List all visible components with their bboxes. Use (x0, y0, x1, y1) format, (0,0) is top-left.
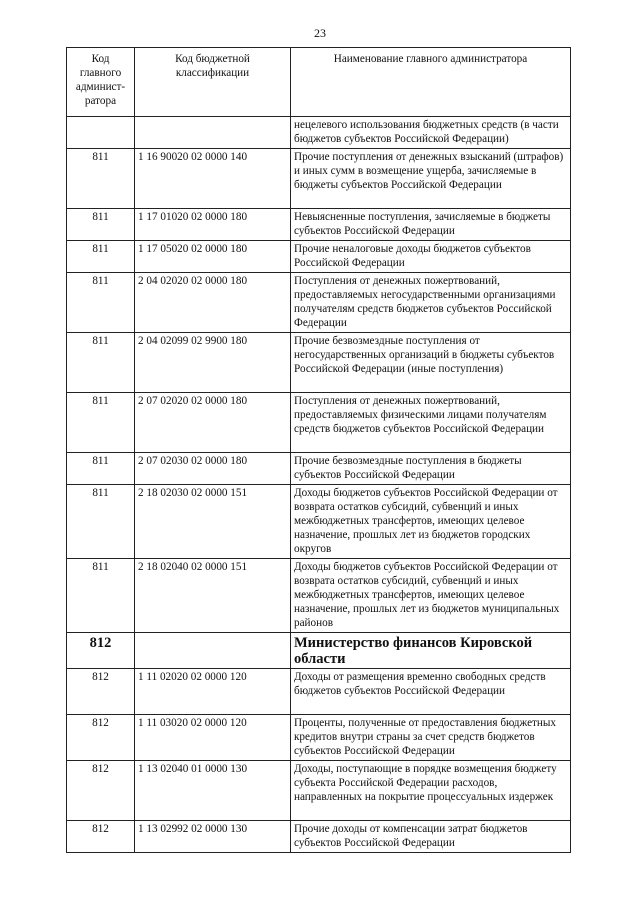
admin-name-cell: Проценты, полученные от предоставления бюджетных кредитов внутри страны за счет средств бюджетов субъектов Российской Федерации (291, 715, 571, 761)
budget-code-cell: 2 18 02030 02 0000 151 (135, 485, 291, 559)
admin-name-cell: Прочие доходы от компенсации затрат бюджетов субъектов Российской Федерации (291, 821, 571, 853)
table-row (67, 117, 571, 149)
admin-name-cell: Прочие неналоговые доходы бюджетов субъектов Российской Федерации (291, 241, 571, 273)
budget-code-cell: 2 18 02040 02 0000 151 (135, 559, 291, 633)
header-admin-code: Код главного админист-ратора (67, 48, 135, 117)
budget-code-cell: 2 07 02020 02 0000 180 (135, 393, 291, 453)
budget-code-cell: 1 17 05020 02 0000 180 (135, 241, 291, 273)
admin-name-cell: Прочие безвозмездные поступления в бюджеты субъектов Российской Федерации (291, 453, 571, 485)
budget-code-cell: 1 11 02020 02 0000 120 (135, 669, 291, 715)
admin-name-cell: Прочие поступления от денежных взысканий (штрафов) и иных сумм в возмещение ущерба, зачисляемые в бюджеты субъектов Российской Федерации (291, 149, 571, 209)
table-row (67, 273, 571, 333)
admin-name-cell: Поступления от денежных пожертвований, предоставляемых физическими лицами получателям средств бюджетов субъектов Российской Федерации (291, 393, 571, 453)
budget-code-cell: 1 13 02040 01 0000 130 (135, 761, 291, 821)
admin-code-cell: 811 (67, 241, 135, 273)
admin-name-cell: Доходы, поступающие в порядке возмещения бюджету субъекта Российской Федерации расходов, направленных на покрытие процессуальных издержек (291, 761, 571, 821)
admin-code-cell: 811 (67, 485, 135, 559)
table-row (67, 149, 571, 209)
header-budget-code: Код бюджетной классификации (135, 48, 291, 117)
budget-code-cell: 1 17 01020 02 0000 180 (135, 209, 291, 241)
table-row (67, 669, 571, 715)
admin-code-cell: 811 (67, 149, 135, 209)
admin-code-cell: 811 (67, 393, 135, 453)
budget-code-cell (135, 633, 291, 669)
admin-name-cell: Доходы бюджетов субъектов Российской Федерации от возврата остатков субсидий, субвенций и иных межбюджетных трансфертов, имеющих целевое назначение, прошлых лет из бюджетов муниципальных районов (291, 559, 571, 633)
admin-code-cell: 811 (67, 333, 135, 393)
admin-name-cell: Министерство финансов Кировской области (291, 633, 571, 669)
budget-code-cell: 1 13 02992 02 0000 130 (135, 821, 291, 853)
admin-code-cell: 811 (67, 209, 135, 241)
budget-code-cell: 1 16 90020 02 0000 140 (135, 149, 291, 209)
table-row (67, 453, 571, 485)
table-body (67, 117, 571, 853)
budget-code-cell: 2 04 02020 02 0000 180 (135, 273, 291, 333)
table-row (67, 485, 571, 559)
table-row (67, 559, 571, 633)
page-number: 23 (314, 26, 326, 40)
admin-code-cell: 811 (67, 559, 135, 633)
table-row (67, 209, 571, 241)
table-row (67, 715, 571, 761)
admin-code-cell: 812 (67, 821, 135, 853)
admin-name-cell: Невыясненные поступления, зачисляемые в бюджеты субъектов Российской Федерации (291, 209, 571, 241)
budget-classification-table (66, 47, 571, 853)
budget-code-cell: 2 07 02030 02 0000 180 (135, 453, 291, 485)
admin-code-cell: 812 (67, 669, 135, 715)
header-admin-name: Наименование главного администратора (291, 48, 571, 117)
table-row (67, 241, 571, 273)
table-row (67, 393, 571, 453)
admin-name-cell: Поступления от денежных пожертвований, предоставляемых негосударственными организациями получателям средств бюджетов субъектов Российской Федерации (291, 273, 571, 333)
admin-code-cell: 811 (67, 453, 135, 485)
table-row (67, 821, 571, 853)
admin-code-cell: 812 (67, 715, 135, 761)
table-header-row (67, 48, 571, 117)
admin-code-cell: 812 (67, 761, 135, 821)
section-row (67, 633, 571, 669)
admin-name-cell: нецелевого использования бюджетных средств (в части бюджетов субъектов Российской Федерации) (291, 117, 571, 149)
budget-code-cell: 1 11 03020 02 0000 120 (135, 715, 291, 761)
admin-name-cell: Прочие безвозмездные поступления от негосударственных организаций в бюджеты субъектов Российской Федерации (иные поступления) (291, 333, 571, 393)
budget-code-cell (135, 117, 291, 149)
admin-code-cell: 811 (67, 273, 135, 333)
table-row (67, 761, 571, 821)
admin-name-cell: Доходы бюджетов субъектов Российской Федерации от возврата остатков субсидий, субвенций и иных межбюджетных трансфертов, имеющих целевое назначение, прошлых лет из бюджетов городских округов (291, 485, 571, 559)
admin-code-cell (67, 117, 135, 149)
budget-code-cell: 2 04 02099 02 9900 180 (135, 333, 291, 393)
admin-code-cell: 812 (67, 633, 135, 669)
table-row (67, 333, 571, 393)
admin-name-cell: Доходы от размещения временно свободных средств бюджетов субъектов Российской Федерации (291, 669, 571, 715)
